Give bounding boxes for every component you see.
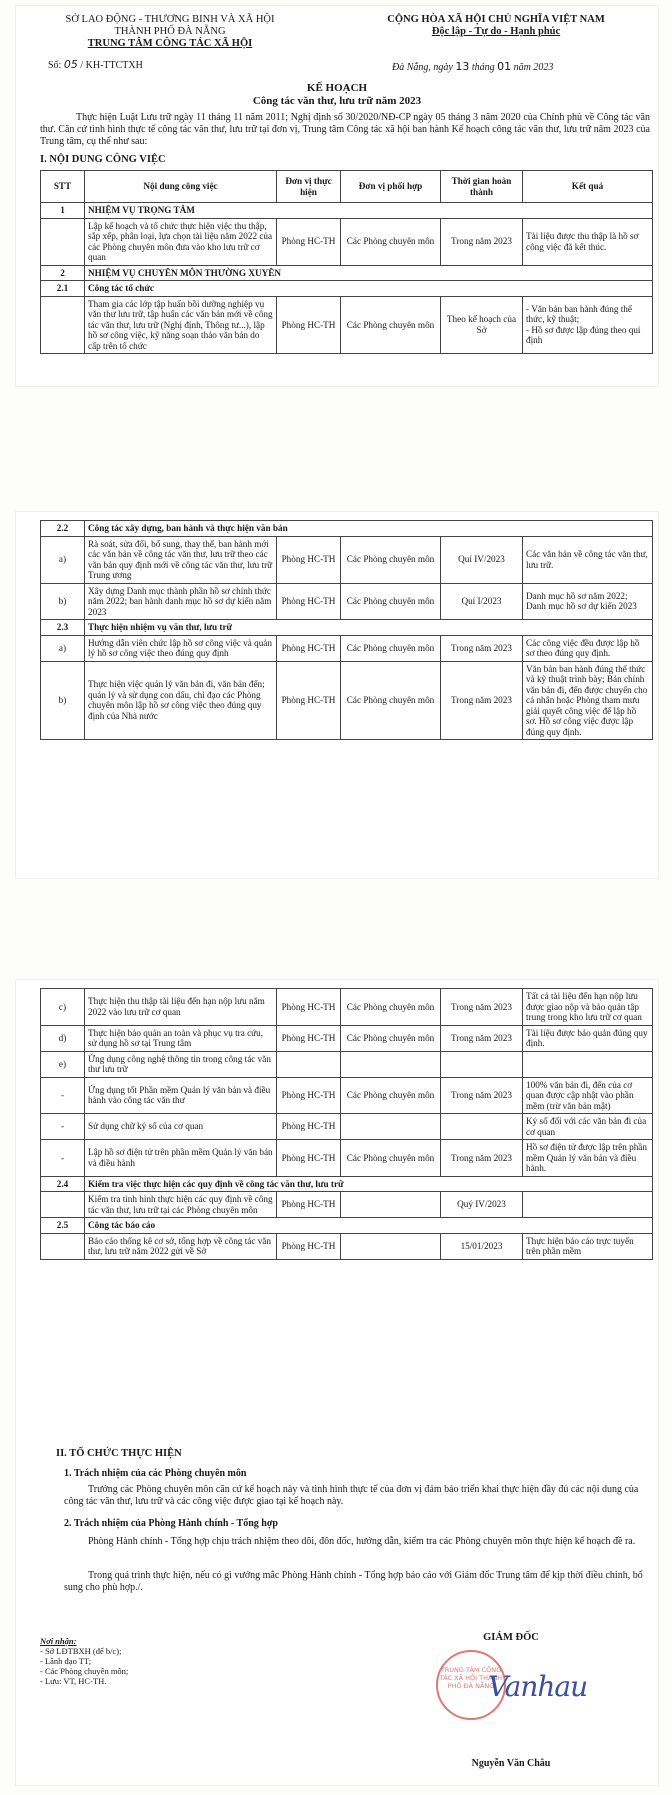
recipient-item: - Lãnh đạo TT; (40, 1656, 92, 1666)
motto-line-1: CỘNG HÒA XÃ HỘI CHỦ NGHĨA VIỆT NAM (387, 14, 605, 25)
row-stt: - (41, 1140, 85, 1177)
row-result: Văn bản ban hành đúng thể thức và kỹ thuật trình bày; Bản chính văn bản đi, đến được chuyển cho cá nhân hoặc Phòng tham mưu giải quyết công việc để lập hồ sơ. Hồ sơ công việc được lập đúng quy định. (523, 661, 653, 740)
row-section-title: NHIỆM VỤ TRỌNG TÂM (85, 203, 653, 219)
section-2-item-1-text: Trưởng các Phòng chuyên môn căn cứ kế hoạch này và tình hình thực tế của đơn vị đảm bảo triển khai thực hiện đầy đủ các nội dung của công tác văn thư, lưu trữ và các công việc được giao tại kế hoạch này. (64, 1484, 639, 1507)
table-section-row (41, 203, 653, 219)
row-stt: d) (41, 1025, 85, 1051)
place-prefix: Đà Nẵng, ngày (392, 62, 453, 73)
section-2-item-2-title: 2. Trách nhiệm của Phòng Hành chính - Tổng hợp (64, 1518, 278, 1529)
place-month: 01 (497, 60, 512, 73)
row-result (523, 1192, 653, 1218)
header-coordinate: Đơn vị phối hợp (341, 171, 441, 203)
recipient-item: - Sở LĐTBXH (để b/c); (40, 1646, 122, 1656)
row-stt: 2 (41, 265, 85, 281)
header-stt: STT (41, 171, 85, 203)
row-deadline: Trong năm 2023 (441, 989, 523, 1026)
agency-line-2: THÀNH PHỐ ĐÀ NẴNG (114, 26, 226, 37)
row-deadline (441, 1114, 523, 1140)
table-section-row (41, 1218, 653, 1234)
row-content: Ứng dụng công nghệ thông tin trong công tác văn thư lưu trữ (85, 1051, 277, 1077)
official-seal-stamp: TRUNG TÂM CÔNG TÁC XÃ HỘI THÀNH PHỐ ĐÀ NẴNG (436, 1650, 506, 1720)
row-coordinate: Các Phòng chuyên môn (341, 536, 441, 583)
closing-paragraph: Trong quá trình thực hiện, nếu có gì vướng mắc Phòng Hành chính - Tổng hợp báo cáo với Giám đốc Trung tâm để kịp thời điều chỉnh, bổ sung cho phù hợp./. (64, 1570, 643, 1593)
row-section-title: Thực hiện nhiệm vụ văn thư, lưu trữ (85, 620, 653, 636)
row-result: Hồ sơ điện tử được lập trên phần mềm Quản lý văn bản và điều hành. (523, 1140, 653, 1177)
table-row (41, 218, 653, 265)
row-result: Tài liệu được bảo quản đúng quy định. (523, 1025, 653, 1051)
row-content: Xây dựng Danh mục thành phần hồ sơ chính thức năm 2022; ban hành danh mục hồ sơ dự kiến năm 2023 (85, 583, 277, 620)
row-deadline: Trong năm 2023 (441, 1140, 523, 1177)
table-row (41, 635, 653, 661)
row-deadline: Theo kế hoạch của Sở (441, 296, 523, 354)
row-content: Thực hiện thu thập tài liệu đến hạn nộp lưu năm 2022 vào lưu trữ cơ quan (85, 989, 277, 1026)
row-content: Thực hiện việc quản lý văn bản đi, văn bản đến; quản lý và sử dụng con dấu, chỉ đạo các Phòng chuyên môn lập hồ sơ công việc theo đúng quy định của Nhà nước (85, 661, 277, 740)
row-content: Rà soát, sửa đổi, bổ sung, thay thế, ban hành mới các văn bản về công tác văn thư, lưu trữ theo các văn bản quy định mới về công tác văn thư, lưu trữ Trung ương (85, 536, 277, 583)
row-coordinate: Các Phòng chuyên môn (341, 296, 441, 354)
place-month-label: tháng (471, 62, 495, 73)
row-stt: b) (41, 583, 85, 620)
table-header-row (41, 171, 653, 203)
row-stt: a) (41, 536, 85, 583)
row-unit: Phòng HC-TH (277, 1233, 341, 1259)
table-section-row (41, 620, 653, 636)
row-unit: Phòng HC-TH (277, 635, 341, 661)
row-stt: 2.3 (41, 620, 85, 636)
table-body-page-2 (41, 521, 653, 740)
row-deadline: Trong năm 2023 (441, 1025, 523, 1051)
row-deadline: Quí I/2023 (441, 583, 523, 620)
plan-table-page-2 (40, 520, 653, 740)
handwritten-signature: Vanhau (488, 1670, 588, 1703)
row-content: Báo cáo thống kê cơ sở, tổng hợp về công tác văn thư, lưu trữ năm 2022 gửi về Sở (85, 1233, 277, 1259)
row-unit: Phòng HC-TH (277, 218, 341, 265)
table-row (41, 583, 653, 620)
table-row (41, 1025, 653, 1051)
row-result: Danh mục hồ sơ năm 2022; Danh mục hồ sơ dự kiến 2023 (523, 583, 653, 620)
row-stt (41, 1192, 85, 1218)
row-content: Lập kế hoạch và tổ chức thực hiện việc thu thập, sắp xếp, phân loại, lựa chọn tài liệu năm 2022 của các Phòng chuyên môn đưa vào kho lưu trữ cơ quan (85, 218, 277, 265)
row-stt: e) (41, 1051, 85, 1077)
section-2-item-2-text: Phòng Hành chính - Tổng hợp chịu trách nhiệm theo dõi, đôn đốc, hướng dẫn, kiểm tra các Phòng chuyên môn thực hiện kế hoạch đề ra. (88, 1536, 636, 1547)
recipient-item: - Lưu: VT, HC-TH. (40, 1676, 107, 1686)
recipients-block (40, 1636, 128, 1686)
row-result: 100% văn bản đi, đến của cơ quan được cập nhật vào phần mềm (trừ văn bản mật) (523, 1077, 653, 1114)
document-page-3 (16, 980, 658, 1785)
row-stt: - (41, 1114, 85, 1140)
intro-paragraph: Thực hiện Luật Lưu trữ ngày 11 tháng 11 năm 2011; Nghị định số 30/2020/NĐ-CP ngày 05 tháng 3 năm 2020 của Chính phủ về Công tác văn thư. Căn cứ tình hình thực tế công tác văn thư, lưu trữ tại đơn vị, Trung tâm Công tác xã hội ban hành Kế hoạch công tác văn thư, lưu trữ năm 2023 của Trung tâm, cụ thể như sau: (40, 112, 650, 147)
row-content: Tham gia các lớp tập huấn bồi dưỡng nghiệp vụ văn thư lưu trữ, tập huấn các văn bản mới về công tác văn thư, lưu trữ (Nghị định, Thông tư...), lập hồ sơ công việc, kỹ năng soạn thảo văn bản do cấp trên tổ chức (85, 296, 277, 354)
plan-table-page-3 (40, 988, 653, 1260)
signer-name: Nguyễn Văn Châu (471, 1758, 551, 1769)
title-line-1: KẾ HOẠCH (306, 82, 368, 94)
table-section-row (41, 521, 653, 537)
place-year: năm 2023 (513, 62, 554, 73)
place-day: 13 (455, 60, 470, 73)
row-unit: Phòng HC-TH (277, 296, 341, 354)
doc-no-suffix: / KH-TTCTXH (80, 60, 143, 71)
motto-line-2: Độc lập - Tự do - Hạnh phúc (431, 26, 561, 37)
row-content: Kiểm tra tình hình thực hiện các quy định về công tác văn thư, lưu trữ tại các Phòng chuyên môn (85, 1192, 277, 1218)
section-1-title: I. NỘI DUNG CÔNG VIỆC (40, 154, 166, 165)
table-row (41, 1051, 653, 1077)
row-deadline (441, 1051, 523, 1077)
row-stt (41, 1233, 85, 1259)
row-coordinate: Các Phòng chuyên môn (341, 989, 441, 1026)
row-content: Thực hiện bảo quản an toàn và phục vụ tra cứu, sử dụng hồ sơ tại Trung tâm (85, 1025, 277, 1051)
recipient-item: - Các Phòng chuyên môn; (40, 1666, 129, 1676)
table-row (41, 989, 653, 1026)
row-result: Thực hiện báo cáo trực tuyến trên phần mềm (523, 1233, 653, 1259)
table-row (41, 1077, 653, 1114)
row-stt: 1 (41, 203, 85, 219)
row-coordinate: Các Phòng chuyên môn (341, 1140, 441, 1177)
recipients-heading: Nơi nhận: (40, 1636, 77, 1646)
doc-no-number: 05 (63, 58, 78, 71)
place-date (392, 60, 553, 73)
row-unit: Phòng HC-TH (277, 1140, 341, 1177)
row-unit: Phòng HC-TH (277, 583, 341, 620)
row-coordinate (341, 1114, 441, 1140)
row-result: - Văn bản ban hành đúng thể thức, kỹ thuật; - Hồ sơ được lập đúng theo qui định (523, 296, 653, 354)
table-section-row (41, 1176, 653, 1192)
agency-header (30, 14, 310, 50)
table-body-page-1 (41, 203, 653, 354)
table-row (41, 1140, 653, 1177)
row-stt: b) (41, 661, 85, 740)
row-stt: 2.2 (41, 521, 85, 537)
row-deadline: Trong năm 2023 (441, 1077, 523, 1114)
agency-line-1: SỞ LAO ĐỘNG - THƯƠNG BINH VÀ XÃ HỘI (65, 14, 275, 25)
row-unit: Phòng HC-TH (277, 661, 341, 740)
plan-table-page-1 (40, 170, 653, 354)
header-content: Nội dung công việc (85, 171, 277, 203)
section-2-title: II. TỔ CHỨC THỰC HIỆN (56, 1448, 182, 1459)
row-coordinate: Các Phòng chuyên môn (341, 1077, 441, 1114)
row-stt (41, 296, 85, 354)
row-stt: - (41, 1077, 85, 1114)
row-coordinate (341, 1051, 441, 1077)
row-coordinate (341, 1192, 441, 1218)
document-title (16, 82, 658, 108)
table-section-row (41, 265, 653, 281)
row-unit: Phòng HC-TH (277, 989, 341, 1026)
header-unit: Đơn vị thực hiện (277, 171, 341, 203)
table-row (41, 536, 653, 583)
header-result: Kết quả (523, 171, 653, 203)
row-coordinate: Các Phòng chuyên môn (341, 218, 441, 265)
doc-no-label: Số: (48, 60, 62, 71)
row-deadline: Trong năm 2023 (441, 218, 523, 265)
row-content: Hướng dẫn viên chức lập hồ sơ công việc và quản lý hồ sơ công việc theo đúng quy định (85, 635, 277, 661)
row-deadline: Quí IV/2023 (441, 536, 523, 583)
row-coordinate (341, 1233, 441, 1259)
row-stt: c) (41, 989, 85, 1026)
row-coordinate: Các Phòng chuyên môn (341, 635, 441, 661)
row-deadline: 15/01/2023 (441, 1233, 523, 1259)
row-stt: a) (41, 635, 85, 661)
agency-line-3: TRUNG TÂM CÔNG TÁC XÃ HỘI (87, 38, 253, 49)
row-result: Các công việc đều được lập hồ sơ theo đúng quy định. (523, 635, 653, 661)
row-deadline: Quý IV/2023 (441, 1192, 523, 1218)
row-deadline: Trong năm 2023 (441, 661, 523, 740)
table-row (41, 661, 653, 740)
row-result (523, 1051, 653, 1077)
row-unit (277, 1051, 341, 1077)
row-coordinate: Các Phòng chuyên môn (341, 583, 441, 620)
document-number (48, 58, 143, 71)
row-stt: 2.5 (41, 1218, 85, 1234)
title-line-2: Công tác văn thư, lưu trữ năm 2023 (252, 95, 422, 107)
row-coordinate: Các Phòng chuyên môn (341, 1025, 441, 1051)
header-deadline: Thời gian hoàn thành (441, 171, 523, 203)
row-unit: Phòng HC-TH (277, 1077, 341, 1114)
table-row (41, 1192, 653, 1218)
document-page-2 (16, 512, 658, 878)
table-section-row (41, 281, 653, 297)
row-stt: 2.1 (41, 281, 85, 297)
section-2-item-1-title: 1. Trách nhiệm của các Phòng chuyên môn (64, 1468, 247, 1479)
row-result: Các văn bản về công tác văn thư, lưu trữ. (523, 536, 653, 583)
national-motto (346, 14, 646, 38)
row-result: Ký số đối với các văn bản đi của cơ quan (523, 1114, 653, 1140)
table-row (41, 296, 653, 354)
row-section-title: Kiểm tra việc thực hiện các quy định về công tác văn thư, lưu trữ (85, 1176, 653, 1192)
row-stt: 2.4 (41, 1176, 85, 1192)
document-page-1 (16, 6, 658, 386)
row-unit: Phòng HC-TH (277, 1025, 341, 1051)
row-section-title: Công tác báo cáo (85, 1218, 653, 1234)
row-content: Sử dụng chữ ký số của cơ quan (85, 1114, 277, 1140)
row-section-title: NHIỆM VỤ CHUYÊN MÔN THƯỜNG XUYÊN (85, 265, 653, 281)
row-coordinate: Các Phòng chuyên môn (341, 661, 441, 740)
row-unit: Phòng HC-TH (277, 1114, 341, 1140)
table-body-page-3 (41, 989, 653, 1260)
row-deadline: Trong năm 2023 (441, 635, 523, 661)
row-stt (41, 218, 85, 265)
signer-role: GIÁM ĐỐC (483, 1632, 539, 1643)
table-row (41, 1114, 653, 1140)
row-section-title: Công tác tổ chức (85, 281, 653, 297)
row-section-title: Công tác xây dựng, ban hành và thực hiện văn bản (85, 521, 653, 537)
row-content: Ứng dụng tốt Phần mềm Quản lý văn bản và điều hành vào công tác văn thư (85, 1077, 277, 1114)
table-row (41, 1233, 653, 1259)
row-unit: Phòng HC-TH (277, 536, 341, 583)
row-result: Tài liệu được thu thập là hồ sơ công việc đã kết thúc. (523, 218, 653, 265)
row-unit: Phòng HC-TH (277, 1192, 341, 1218)
row-content: Lập hồ sơ điện tử trên phần mềm Quản lý văn bản và điều hành (85, 1140, 277, 1177)
row-result: Tất cả tài liệu đến hạn nộp lưu được giao nộp và bảo quản tập trung trong kho lưu trữ cơ quan (523, 989, 653, 1026)
